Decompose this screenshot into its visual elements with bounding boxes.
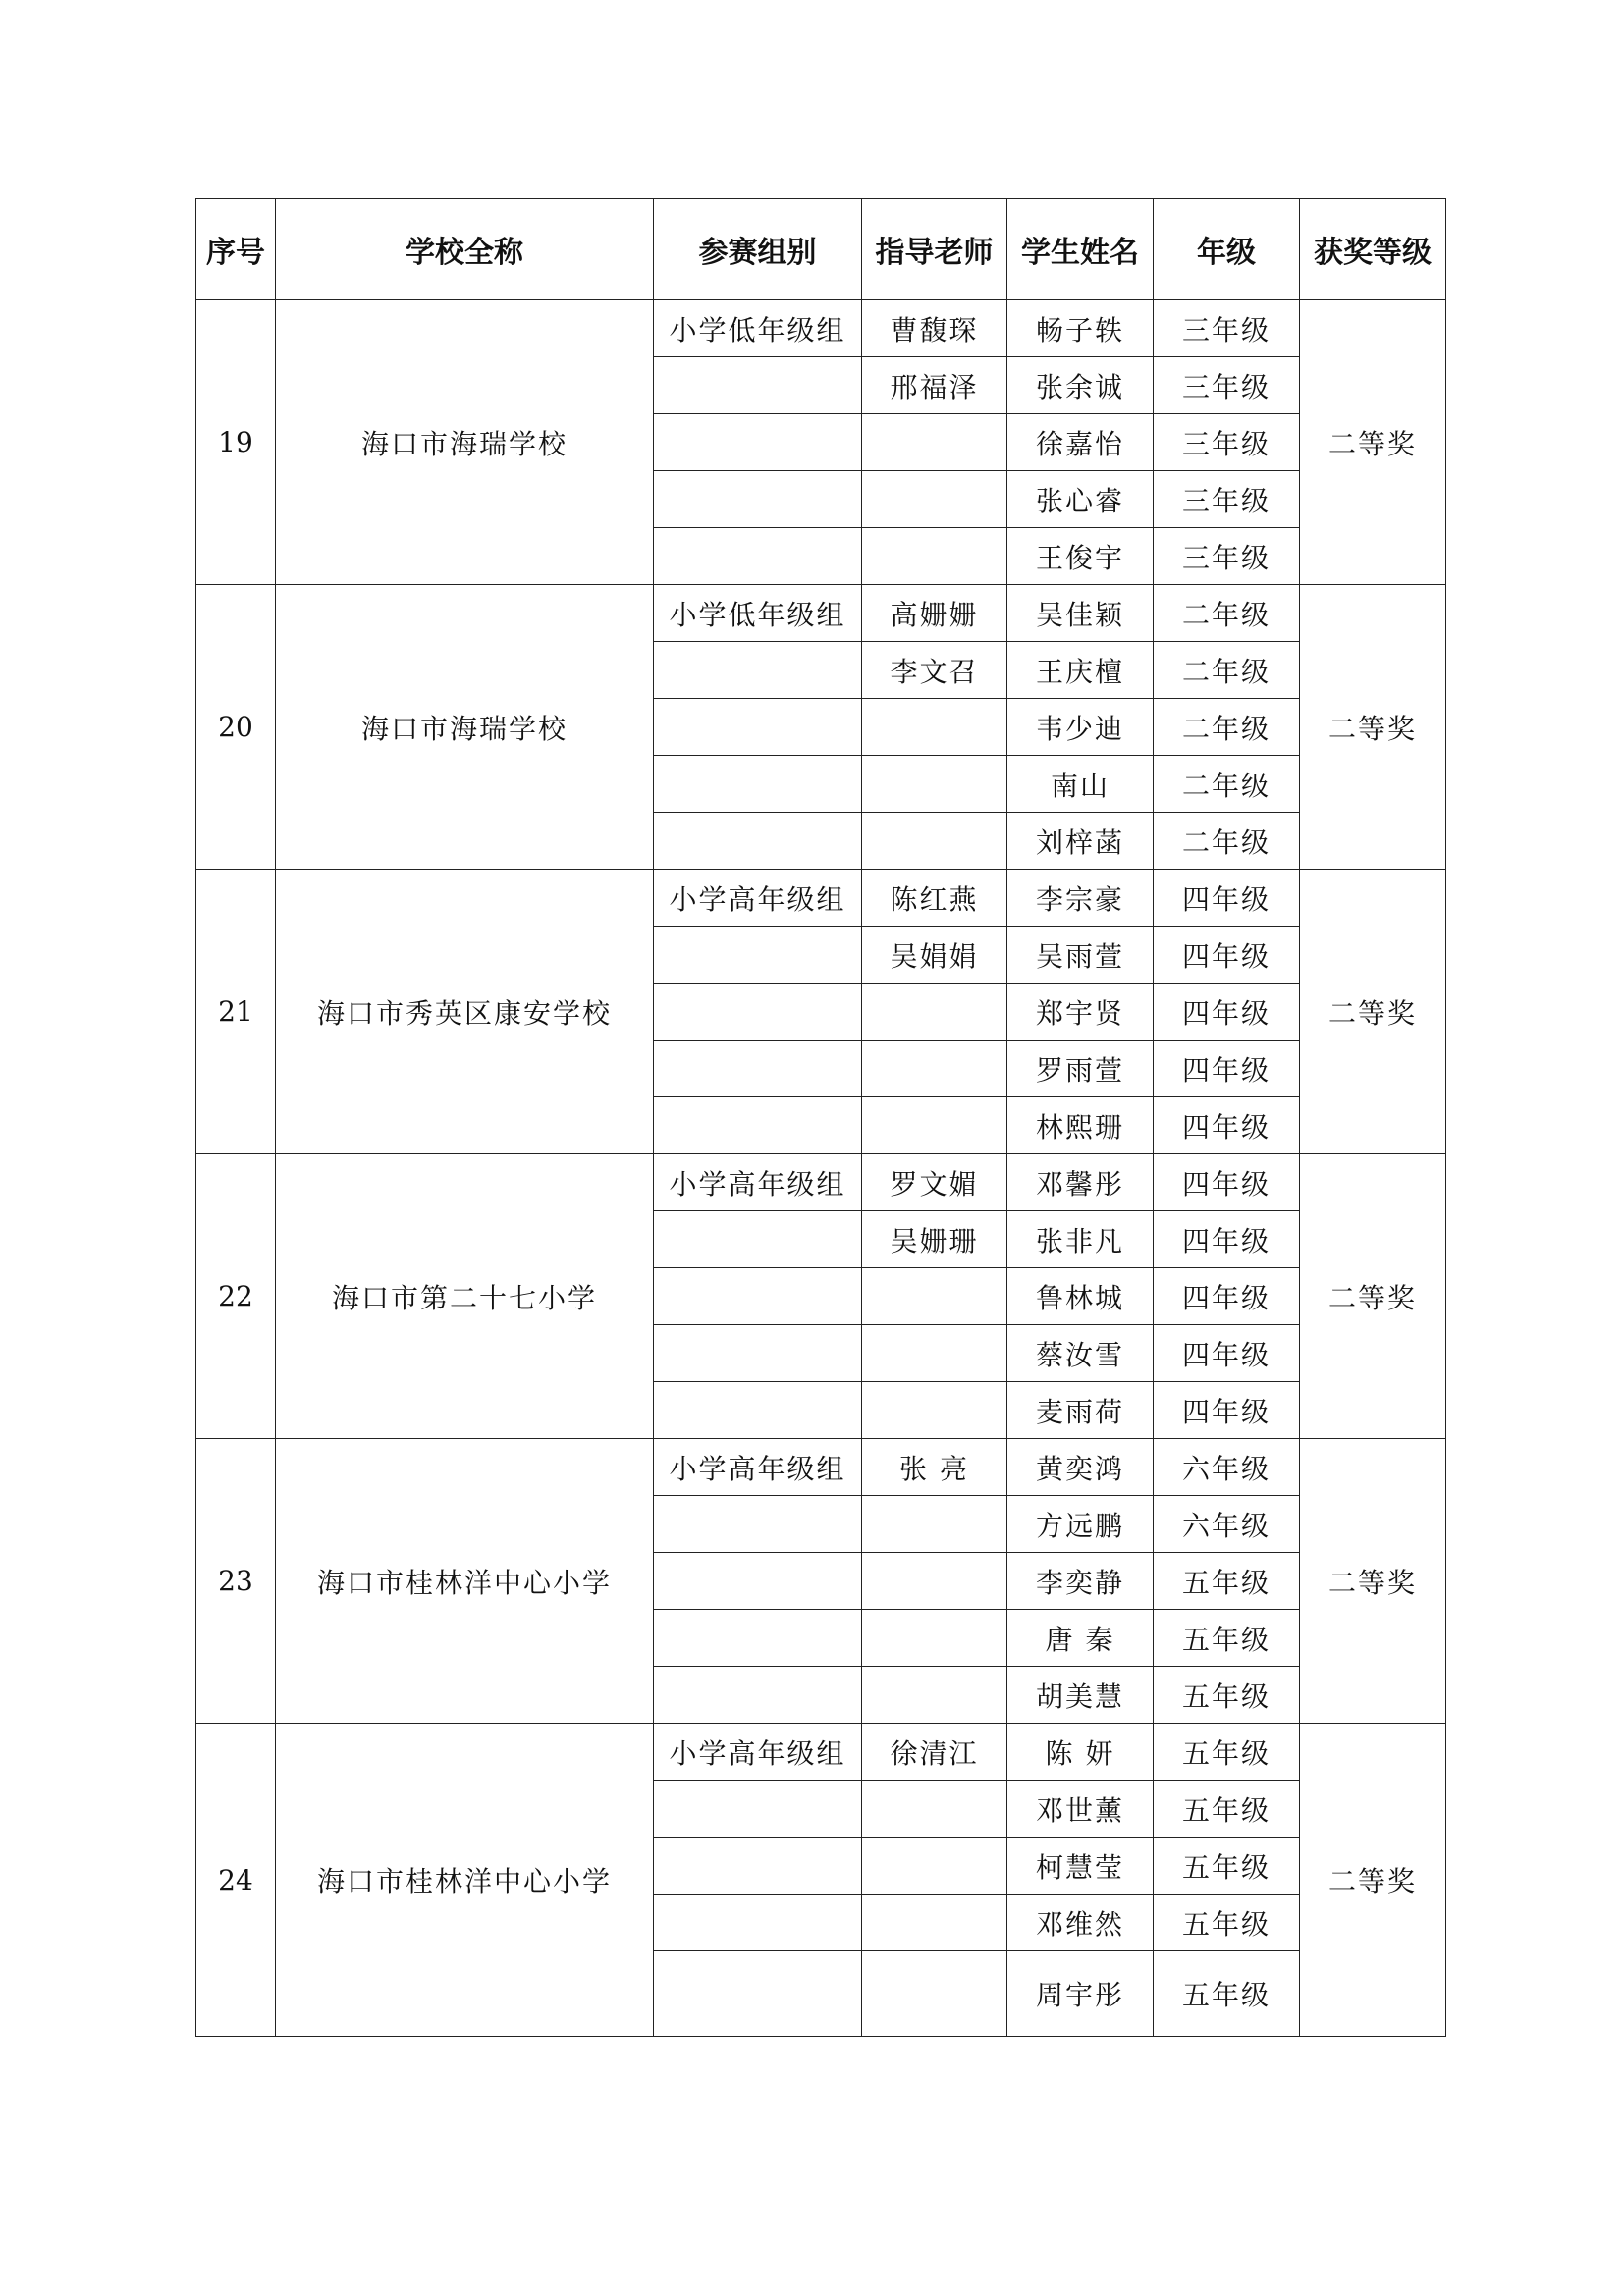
entry-number: 20 bbox=[196, 585, 276, 870]
group-cell bbox=[654, 1268, 862, 1325]
student-grade: 五年级 bbox=[1154, 1895, 1300, 1951]
student-name: 南山 bbox=[1007, 756, 1154, 813]
group-cell: 小学高年级组 bbox=[654, 1439, 862, 1496]
student-grade: 二年级 bbox=[1154, 756, 1300, 813]
teacher-cell: 吴姗珊 bbox=[862, 1211, 1007, 1268]
group-cell bbox=[654, 1951, 862, 2037]
teacher-cell bbox=[862, 528, 1007, 585]
header-group: 参赛组别 bbox=[654, 199, 862, 300]
teacher-cell: 张 亮 bbox=[862, 1439, 1007, 1496]
student-grade: 六年级 bbox=[1154, 1496, 1300, 1553]
header-award: 获奖等级 bbox=[1300, 199, 1446, 300]
group-cell bbox=[654, 357, 862, 414]
award-level: 二等奖 bbox=[1300, 1439, 1446, 1724]
student-grade: 四年级 bbox=[1154, 1382, 1300, 1439]
teacher-cell bbox=[862, 414, 1007, 471]
award-level: 二等奖 bbox=[1300, 1724, 1446, 2037]
student-grade: 三年级 bbox=[1154, 528, 1300, 585]
student-name: 柯慧莹 bbox=[1007, 1838, 1154, 1895]
student-name: 蔡汝雪 bbox=[1007, 1325, 1154, 1382]
student-grade: 四年级 bbox=[1154, 1097, 1300, 1154]
student-grade: 五年级 bbox=[1154, 1610, 1300, 1667]
teacher-cell: 邢福泽 bbox=[862, 357, 1007, 414]
student-grade: 四年级 bbox=[1154, 1154, 1300, 1211]
student-name: 徐嘉怡 bbox=[1007, 414, 1154, 471]
table-row bbox=[196, 870, 1446, 927]
student-name: 黄奕鸿 bbox=[1007, 1439, 1154, 1496]
teacher-cell bbox=[862, 1610, 1007, 1667]
header-school: 学校全称 bbox=[276, 199, 654, 300]
school-name: 海口市秀英区康安学校 bbox=[276, 870, 654, 1154]
teacher-cell bbox=[862, 471, 1007, 528]
award-level: 二等奖 bbox=[1300, 585, 1446, 870]
teacher-cell bbox=[862, 699, 1007, 756]
school-name: 海口市海瑞学校 bbox=[276, 585, 654, 870]
entry-number: 23 bbox=[196, 1439, 276, 1724]
teacher-cell: 徐清江 bbox=[862, 1724, 1007, 1781]
student-grade: 四年级 bbox=[1154, 1041, 1300, 1097]
student-name: 胡美慧 bbox=[1007, 1667, 1154, 1724]
header-student: 学生姓名 bbox=[1007, 199, 1154, 300]
teacher-cell bbox=[862, 1781, 1007, 1838]
student-name: 林熙珊 bbox=[1007, 1097, 1154, 1154]
group-cell bbox=[654, 471, 862, 528]
teacher-cell bbox=[862, 1667, 1007, 1724]
teacher-cell bbox=[862, 813, 1007, 870]
group-cell bbox=[654, 1553, 862, 1610]
group-cell bbox=[654, 1041, 862, 1097]
award-table bbox=[195, 198, 1446, 2037]
header-teacher: 指导老师 bbox=[862, 199, 1007, 300]
group-cell bbox=[654, 756, 862, 813]
student-grade: 五年级 bbox=[1154, 1724, 1300, 1781]
student-grade: 五年级 bbox=[1154, 1553, 1300, 1610]
student-name: 张非凡 bbox=[1007, 1211, 1154, 1268]
student-grade: 二年级 bbox=[1154, 699, 1300, 756]
student-name: 刘梓菡 bbox=[1007, 813, 1154, 870]
student-grade: 四年级 bbox=[1154, 1268, 1300, 1325]
school-name: 海口市海瑞学校 bbox=[276, 300, 654, 585]
student-name: 韦少迪 bbox=[1007, 699, 1154, 756]
student-grade: 四年级 bbox=[1154, 984, 1300, 1041]
table-row bbox=[196, 585, 1446, 642]
student-grade: 四年级 bbox=[1154, 870, 1300, 927]
group-cell: 小学高年级组 bbox=[654, 1154, 862, 1211]
student-name: 畅子轶 bbox=[1007, 300, 1154, 357]
student-name: 李奕静 bbox=[1007, 1553, 1154, 1610]
teacher-cell bbox=[862, 1895, 1007, 1951]
group-cell: 小学低年级组 bbox=[654, 585, 862, 642]
group-cell bbox=[654, 927, 862, 984]
teacher-cell bbox=[862, 1838, 1007, 1895]
student-name: 张心睿 bbox=[1007, 471, 1154, 528]
student-grade: 四年级 bbox=[1154, 927, 1300, 984]
table-row bbox=[196, 300, 1446, 357]
school-name: 海口市第二十七小学 bbox=[276, 1154, 654, 1439]
teacher-cell: 吴娟娟 bbox=[862, 927, 1007, 984]
student-name: 鲁林城 bbox=[1007, 1268, 1154, 1325]
group-cell: 小学高年级组 bbox=[654, 870, 862, 927]
teacher-cell: 罗文媚 bbox=[862, 1154, 1007, 1211]
student-name: 罗雨萱 bbox=[1007, 1041, 1154, 1097]
teacher-cell bbox=[862, 1268, 1007, 1325]
student-grade: 三年级 bbox=[1154, 357, 1300, 414]
student-grade: 三年级 bbox=[1154, 414, 1300, 471]
entry-number: 24 bbox=[196, 1724, 276, 2037]
student-grade: 四年级 bbox=[1154, 1211, 1300, 1268]
group-cell bbox=[654, 1838, 862, 1895]
group-cell bbox=[654, 984, 862, 1041]
student-name: 邓维然 bbox=[1007, 1895, 1154, 1951]
student-name: 邓世薰 bbox=[1007, 1781, 1154, 1838]
student-name: 邓馨彤 bbox=[1007, 1154, 1154, 1211]
award-level: 二等奖 bbox=[1300, 870, 1446, 1154]
group-cell bbox=[654, 1781, 862, 1838]
entry-number: 19 bbox=[196, 300, 276, 585]
group-cell bbox=[654, 1211, 862, 1268]
header-grade: 年级 bbox=[1154, 199, 1300, 300]
group-cell bbox=[654, 699, 862, 756]
student-grade: 三年级 bbox=[1154, 300, 1300, 357]
group-cell bbox=[654, 813, 862, 870]
teacher-cell: 陈红燕 bbox=[862, 870, 1007, 927]
student-name: 王庆檀 bbox=[1007, 642, 1154, 699]
entry-number: 22 bbox=[196, 1154, 276, 1439]
teacher-cell bbox=[862, 756, 1007, 813]
student-name: 吴雨萱 bbox=[1007, 927, 1154, 984]
group-cell bbox=[654, 1325, 862, 1382]
group-cell bbox=[654, 1097, 862, 1154]
school-name: 海口市桂林洋中心小学 bbox=[276, 1724, 654, 2037]
student-grade: 六年级 bbox=[1154, 1439, 1300, 1496]
student-name: 方远鹏 bbox=[1007, 1496, 1154, 1553]
student-grade: 三年级 bbox=[1154, 471, 1300, 528]
student-grade: 五年级 bbox=[1154, 1838, 1300, 1895]
student-name: 郑宇贤 bbox=[1007, 984, 1154, 1041]
student-name: 李宗豪 bbox=[1007, 870, 1154, 927]
student-name: 王俊宇 bbox=[1007, 528, 1154, 585]
teacher-cell bbox=[862, 1325, 1007, 1382]
teacher-cell: 高姗姗 bbox=[862, 585, 1007, 642]
student-name: 麦雨荷 bbox=[1007, 1382, 1154, 1439]
teacher-cell bbox=[862, 984, 1007, 1041]
student-grade: 五年级 bbox=[1154, 1667, 1300, 1724]
group-cell bbox=[654, 1382, 862, 1439]
group-cell: 小学高年级组 bbox=[654, 1724, 862, 1781]
student-name: 陈 妍 bbox=[1007, 1724, 1154, 1781]
group-cell bbox=[654, 1895, 862, 1951]
student-name: 唐 秦 bbox=[1007, 1610, 1154, 1667]
student-name: 吴佳颖 bbox=[1007, 585, 1154, 642]
group-cell bbox=[654, 528, 862, 585]
teacher-cell bbox=[862, 1496, 1007, 1553]
teacher-cell bbox=[862, 1553, 1007, 1610]
header-row bbox=[196, 199, 1446, 300]
student-grade: 二年级 bbox=[1154, 585, 1300, 642]
teacher-cell bbox=[862, 1951, 1007, 2037]
table-row bbox=[196, 1724, 1446, 1781]
teacher-cell bbox=[862, 1097, 1007, 1154]
student-name: 张余诚 bbox=[1007, 357, 1154, 414]
entry-number: 21 bbox=[196, 870, 276, 1154]
table-body bbox=[196, 300, 1446, 2037]
group-cell bbox=[654, 414, 862, 471]
group-cell: 小学低年级组 bbox=[654, 300, 862, 357]
group-cell bbox=[654, 1610, 862, 1667]
student-grade: 二年级 bbox=[1154, 813, 1300, 870]
group-cell bbox=[654, 642, 862, 699]
student-grade: 五年级 bbox=[1154, 1781, 1300, 1838]
table-row bbox=[196, 1154, 1446, 1211]
award-level: 二等奖 bbox=[1300, 1154, 1446, 1439]
student-grade: 二年级 bbox=[1154, 642, 1300, 699]
teacher-cell: 李文召 bbox=[862, 642, 1007, 699]
student-name: 周宇彤 bbox=[1007, 1951, 1154, 2037]
student-grade: 五年级 bbox=[1154, 1951, 1300, 2037]
teacher-cell bbox=[862, 1041, 1007, 1097]
group-cell bbox=[654, 1667, 862, 1724]
table-row bbox=[196, 1439, 1446, 1496]
teacher-cell: 曹馥琛 bbox=[862, 300, 1007, 357]
group-cell bbox=[654, 1496, 862, 1553]
school-name: 海口市桂林洋中心小学 bbox=[276, 1439, 654, 1724]
teacher-cell bbox=[862, 1382, 1007, 1439]
award-level: 二等奖 bbox=[1300, 300, 1446, 585]
header-no: 序号 bbox=[196, 199, 276, 300]
student-grade: 四年级 bbox=[1154, 1325, 1300, 1382]
